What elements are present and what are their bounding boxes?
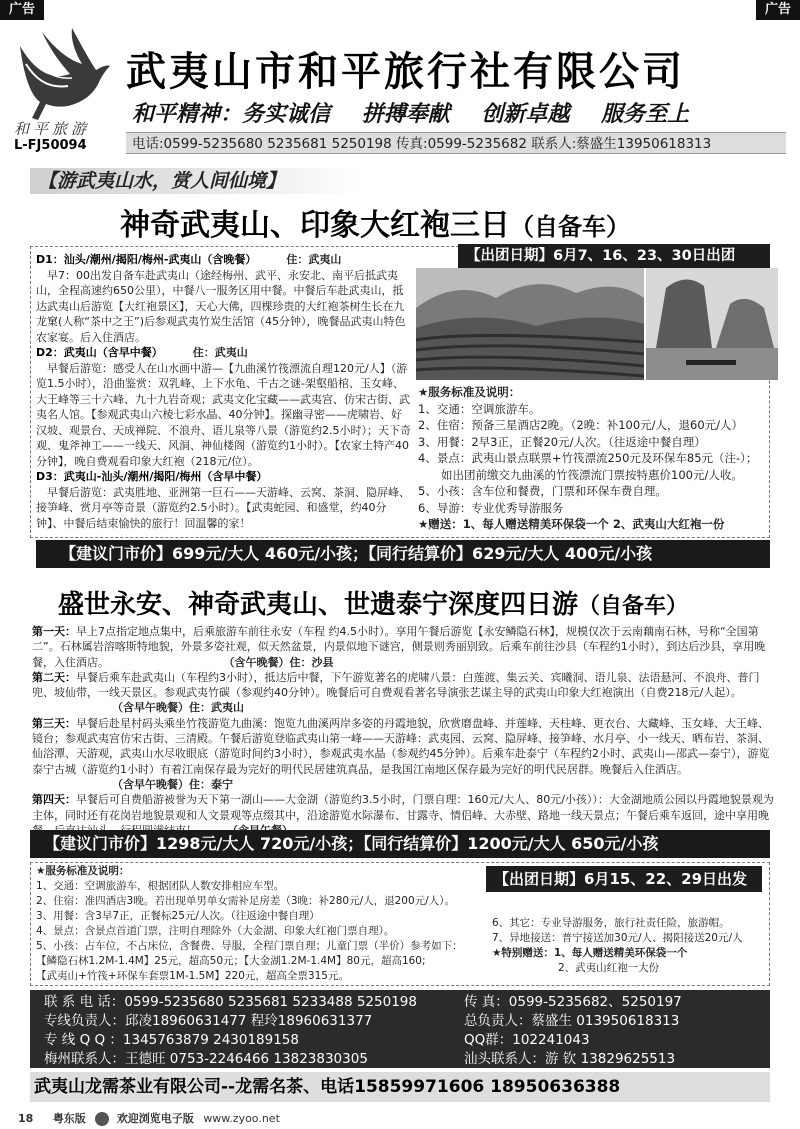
footer-left: 联 系 电 话：0599-5235680 5235681 5233488 5250198: [44, 994, 417, 1010]
gift-line: ★赠送：1、每人赠送精美环保袋一个 2、武夷山大红袍一份: [418, 517, 725, 531]
page-footer: [18, 1110, 280, 1126]
site-url[interactable]: www.zyoo.net: [203, 1112, 280, 1125]
slogan-item: 拼搏奉献: [361, 102, 450, 127]
tour2-title-suffix: （自备车）: [578, 593, 689, 619]
service-item: 5、小孩：含车位和餐费，门票和环保车费自理。: [418, 484, 667, 498]
footer-left: 梅州联系人：王德旺 0753-2246466 13823830305: [44, 1051, 368, 1067]
day-meal: （含早午晚餐）住：武夷山: [112, 701, 244, 715]
day-label: 第三天：: [32, 716, 76, 730]
tour1-title-main: 神奇武夷山、印象大红袍三日: [120, 208, 510, 243]
tour2-itinerary: [32, 624, 778, 838]
day-heading: D1：汕头/潮州/揭阳/梅州-武夷山（含晚餐）: [36, 253, 257, 266]
service-title: ★服务标准及说明：: [418, 385, 521, 399]
service-item: 1、交通：空调旅游车。: [418, 401, 541, 416]
service-item: 3、用餐：2早3正，正餐20元/人次。（往返途中餐自理）: [418, 434, 706, 449]
footer-row: [44, 1012, 756, 1031]
contact-bar: 电话:0599-5235680 5235681 5250198 传真:0599-5235682 联系人:蔡盛生13950618313: [126, 132, 786, 154]
slogan: [132, 97, 713, 128]
tour2-date-bar: 【出团日期】6月15、22、29日出发: [486, 866, 762, 892]
footer-left: 专线负责人：邱凌18960631477 程玲18960631377: [44, 1013, 373, 1029]
tour1-price-bar: 【建议门市价】699元/大人 460元/小孩；【同行结算价】629元/大人 400元/小孩: [36, 540, 770, 568]
day-meal: （含早午晚餐）住：泰宁: [112, 777, 233, 791]
day-text: 早餐后可自费船游被誉为天下第一湖山——大金湖（游览约3.5小时，门票自理：160元/大人、80元/小孩））：大金湖地质公园以丹霞地貌景观为主体，同时还有花岗岩地貌景观和人文景观等点缀其中，沿途游览水际瀑布、甘露寺、情侣峰、大赤壁、路地一线天景点；午餐后乘车返回，途中享用晚: [32, 793, 774, 822]
page-number: 18: [18, 1112, 34, 1125]
day-label: 第四天：: [32, 793, 76, 807]
service-item: 【鳞隐石林1.2M-1.4M】25元，超高50元；【大金湖1.2M-1.4M】80元，超高160;: [36, 955, 426, 967]
day-text: 早餐后游览：武夷胜地、亚洲第一巨石——天游峰、云窝、茶洞、隐屏峰、接笋峰、赏月亭等奇景（游览约2.5小时）。【武夷蛇园、和盛堂，约40分钟】、中餐后结束愉快的旅行！回温馨的家！: [36, 485, 410, 530]
footer-row: [44, 1050, 756, 1069]
footer-row: [44, 993, 756, 1012]
tour1-title-suffix: （自备车）: [510, 212, 630, 241]
service-item: 2、住宿：预备三星酒店2晚。（2晚：补100元/人，退60元/人）: [418, 418, 744, 432]
service-item: 3、用餐：含3早7正，正餐标25元/人次。（往返途中餐自理）: [36, 910, 320, 922]
footer-left: 专 线 Q Q ：1345763879 2430189158: [44, 1032, 299, 1048]
ad-tag-left: 广告: [0, 0, 44, 20]
tour2-price-bar: 【建议门市价】1298元/大人 720元/小孩；【同行结算价】1200元/大人 650元/小孩: [30, 830, 770, 858]
tea-company-ad: 武夷山龙需茶业有限公司--龙需名茶、电话15859971606 18950636388: [30, 1072, 770, 1102]
logo-text: 和平旅游: [14, 120, 91, 138]
edition-label: 粤东版: [52, 1112, 86, 1125]
tour2-service: [36, 864, 488, 984]
river-raft-photo: [646, 268, 778, 380]
day-heading: D3：武夷山-汕头/潮州/揭阳/梅州（含早中餐）: [36, 470, 268, 483]
day-meal: （含午晚餐）住：沙县: [229, 655, 334, 669]
day-stay: 住：武夷山: [286, 253, 342, 266]
tour2-title: [58, 584, 688, 621]
contact-footer: [30, 990, 770, 1068]
day-label: 第一天：: [32, 625, 76, 638]
brush-banner: 【游武夷山水，赏人间仙境】: [30, 168, 360, 194]
day-text: 早餐后赴星村码头乘坐竹筏游览九曲溪：饱览九曲溪两岸多姿的丹霞地貌，欣赏磨盘峰、并莲峰、天柱峰、更衣台、大藏峰、玉女峰、大王峰、镜台；参观武夷宫仿宋古街、三清殿。午餐后游览登临武夷山第一峰——天游峰：武夷园、云窝、隐屏峰、接笋峰、水月亭、小一线天、晒布岩、茶洞、仙浴潭、天游观，武夷山水尽收眼底（游览时间约3小时），参观武夷水晶（参观约45分钟）。后乘车赴泰宁（车程约2小时、武夷山—邵武—泰宁），游览泰宁古城（游览约1小时）有着江南保存最为完好的明代民居建筑真品，是我国江南地区保存最为完好的明代民居群。晚餐后入住酒店。: [32, 716, 770, 776]
tour1-itinerary: [36, 252, 412, 531]
service-title: ★服务标准及说明：: [36, 865, 130, 877]
license-number: L-FJ50094: [14, 138, 87, 153]
day-text: 早7：00出发自备车赴武夷山（途经梅州、武平、永安北、南平后抵武夷山，全程高速约650公里），中餐八一服务区用中餐。中餐后车赴武夷山，抵达武夷山后游览【大红袍景区】，天心大佛，四棵珍贵的大红袍茶树生长在九龙窠(人称“茶中之王”)后参观武夷竹炭生活馆（45分钟），晚餐品武夷山特色农家宴。后入住酒店。: [36, 268, 406, 344]
slogan-item: 创新卓越: [481, 102, 570, 127]
tour1-service: [418, 384, 780, 533]
service-item: 7、异地接送：普宁接送加30元/人、揭阳接送20元/人: [492, 932, 743, 944]
day-stay: 住：武夷山: [192, 346, 248, 359]
slogan-item: 和平精神：务实诚信: [132, 102, 331, 127]
service-item: 4、景点：含景点首道门票，注明自理除外（大金湖、印象大红袍门票自理）。: [36, 925, 395, 937]
day-text: 早餐后游览：感受人在山水画中游—【九曲溪竹筏漂流自理120元/人】（游览1.5小时），沿曲鉴赏：双乳峰、上下水龟、千古之谜-架壑船棺、玉女峰、大王峰等三十六峰、九十九岩奇观；武夷文化宝藏——武夷宫、仿宋古街、武夷名人馆。【参观武夷山六棱七彩水晶、40分钟】。探幽寻密——虎啸岩、好汉坡、观景台、天成禅院、不浪舟、语儿泉等八景（游览约2.5小时）；天下奇观、鬼斧神工——一线天、风洞、神仙楼阁（游览约1小时）。【农家土特产40分钟】，晚自费观看印象大红袍（218元/位）。: [36, 361, 411, 468]
tea-garden-photo: [416, 268, 644, 380]
service-item: 2、住宿：准四酒店3晚。若出现单男单女需补足房差（3晚：补280元/人，退200元/人）。: [36, 895, 455, 907]
service-item: 6、其它：专业导游服务，旅行社责任险，旅游帽。: [492, 917, 730, 929]
company-name: 武夷山市和平旅行社有限公司: [126, 48, 685, 95]
gift-item: 2、武夷山红袍一大份: [558, 962, 660, 974]
footer-right: 总负责人：蔡盛生 013950618313: [464, 1013, 680, 1029]
day-text: 早上7点指定地点集中，后乘旅游车前往永安（车程 约4.5小时）。享用午餐后游览【永安鳞隐石林】，规模仅次于云南藕南石林，号称“全国第二”。石林属岩溶喀斯特地貌，外景多姿社观，似天然盆景，内景似地下谜宫，侧景则秀丽别致。后乘车前往沙县（车程约1小时），到达后沙县，享用晚餐，入住酒店。: [32, 625, 766, 669]
footer-text: 欢迎浏览电子版: [116, 1112, 194, 1125]
ad-tag-right: 广告: [756, 0, 800, 20]
gift-title: ★特别赠送：1、每人赠送精美环保袋一个: [492, 947, 688, 959]
tour2-title-main: 盛世永安、神奇武夷山、世遗泰宁深度四日游: [58, 590, 579, 620]
site-logo-icon: [95, 1112, 109, 1126]
service-item: 1、交通：空调旅游车，根据团队人数安排相应车型。: [36, 880, 285, 892]
day-heading: D2：武夷山（含早中餐）: [36, 346, 163, 359]
service-item: 6、导游：专业优秀导游服务: [418, 500, 564, 515]
tour2-service-right: [492, 916, 770, 976]
service-item: 如出团前缴交九曲溪的竹筏漂流门票按特惠价100元/人收。: [418, 467, 743, 482]
tour1-title: [120, 200, 630, 244]
footer-right: QQ群：102241043: [464, 1032, 590, 1048]
footer-right: 汕头联系人：游 钦 13829625513: [464, 1051, 676, 1067]
footer-right: 传 真：0599-5235682、5250197: [464, 994, 682, 1010]
slogan-item: 服务至上: [601, 102, 690, 127]
day-label: 第二天：: [32, 670, 76, 684]
service-item: 【武夷山+竹筏+环保车套票1M-1.5M】220元，超高全票315元。: [36, 970, 349, 982]
service-item: 5、小孩：占车位，不占床位，含餐费、导服，全程门票自理；儿童门票（半价）参考如下：: [36, 940, 463, 952]
tour1-date-bar: 【出团日期】6月7、16、23、30日出团: [458, 244, 770, 268]
service-item: 4、景点：武夷山景点联票+竹筏漂流250元及环保车85元（注-）；: [418, 451, 758, 465]
footer-row: [44, 1031, 756, 1050]
day-text: 早餐后乘车赴武夷山（车程约3小时），抵达后中餐，下午游览著名的虎啸八景：白莲渡、集云关、宾曦洞、语儿泉、法语悬河、不浪舟、普门兜、坡仙带，一线天景区。参观武夷竹碳（参观约40分钟）。晚餐后可自费观看著名导演张艺谋主导的武夷山印象大红袍演出（自费218元/人起）。: [32, 670, 760, 700]
